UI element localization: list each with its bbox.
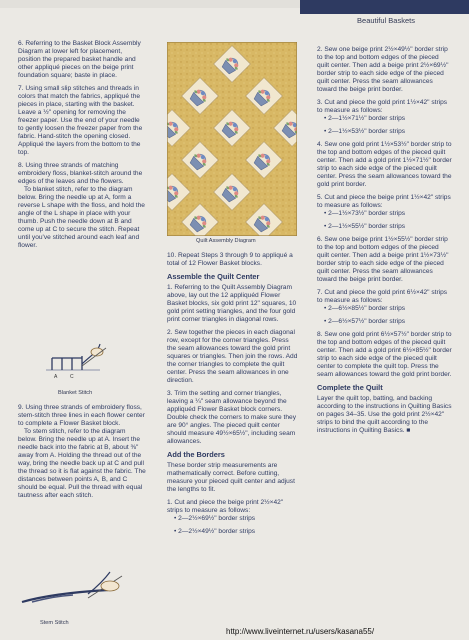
- borders-step-1: 1. Cut and piece the beige print 2½×42" strips to measure as follows:: [167, 499, 284, 514]
- borders-step-5: 5. Cut and piece the beige print 1½×42" strips to measure as follows:: [317, 194, 451, 209]
- column-right: [317, 46, 452, 440]
- borders-step-7-list-item: • 2—6½×57½" border strips: [324, 318, 406, 325]
- borders-step-3-list-item: • 2—1½×71½" border strips: [324, 115, 406, 122]
- borders-step-7: 7. Cut and piece the gold print 6½×42" strips to measure as follows:: [317, 289, 448, 304]
- borders-step-5-list-item: • 2—1½×73½" border strips: [324, 210, 406, 217]
- heading-assemble-quilt-center: Assemble the Quilt Center: [167, 272, 260, 281]
- complete-quilt-text: Layer the quilt top, batting, and backing according to the instructions in Quilting Basics on pages 34–35. Use the gold print 2½×42" strips to bind the quilt according to the instructions in Quilting Basics. ■: [317, 395, 452, 434]
- heading-complete-quilt: Complete the Quilt: [317, 383, 383, 392]
- svg-text:A: A: [54, 374, 58, 380]
- step-8-text: 8. Using three strands of matching embroidery floss, blanket-stitch around the edges of the leaves and the flowers.: [18, 162, 143, 185]
- header-tab: [300, 0, 469, 14]
- step-6-text: 6. Referring to the Basket Block Assembly Diagram at lower left for placement, position the prepared basket handle and other appliqué pieces on the beige print foundation square; baste in place.: [18, 40, 141, 79]
- blanket-stitch-caption: Blanket Stitch: [58, 390, 93, 396]
- step-9-text: 9. Using three strands of embroidery floss, stem-stitch three lines in each flower center to complete a Flower Basket block.: [18, 404, 145, 427]
- borders-step-1-list-item: • 2—2½×69½" border strips: [174, 515, 256, 522]
- step-8-detail: To blanket stitch, refer to the diagram below. Bring the needle up at A, form a reverse L shape with the floss, and hold the angle of the L shape in place with your thumb. Push the needle down at B and come up at C to secure the stitch. Repeat until you've stitched around each leaf and flower.: [18, 186, 145, 249]
- borders-step-5-list-item: • 2—1½×55½" border strips: [324, 223, 406, 230]
- step-9-detail: To stem stitch, refer to the diagram below. Bring the needle up at A. Insert the needle back into the fabric at B, about ⅜" away from A. Holding the thread out of the way, bring the needle back up at C and pull the thread so it is flat against the fabric. The distances between points A, B, and C should be equal. Pull the thread with equal tautness after each stitch.: [18, 428, 146, 499]
- borders-step-8: 8. Sew one gold print 6½×57½" border strip to the top and bottom edges of the pieced quilt center. Then add a gold print 6½×85½" border strip to each side edge of the pieced quilt center to complete the quilt top. Press the seam allowances toward the gold print border.: [317, 331, 452, 378]
- heading-add-borders: Add the Borders: [167, 450, 225, 459]
- assemble-step-1: 1. Referring to the Quilt Assembly Diagram above, lay out the 12 appliquéd Flower Basket blocks, six gold print 12" squares, 10 gold print setting triangles, and the four gold print corner triangles in diagonal rows.: [167, 284, 297, 323]
- step-10-text: 10. Repeat Steps 3 through 9 to appliqué a total of 12 Flower Basket blocks.: [167, 252, 293, 267]
- borders-step-3: 3. Cut and piece the gold print 1½×42" strips to measure as follows:: [317, 99, 448, 114]
- step-7-text: 7. Using small slip stitches and threads in colors that match the fabrics, appliqué the pieces in place, starting with the basket. Leave a ½" opening for removing the freezer paper. Use the end of your needle to gently loosen the freezer paper from the fabric. Hand-stitch the opening closed. Appliqué the layers from the bottom to the top.: [18, 85, 143, 156]
- stem-stitch-diagram: [18, 568, 128, 614]
- column-left: [18, 40, 146, 255]
- borders-step-1-list-item: • 2—2½×49½" border strips: [174, 528, 256, 535]
- stem-stitch-caption: Stem Stitch: [40, 620, 69, 626]
- column-middle: [167, 252, 299, 541]
- quilt-assembly-diagram: [167, 42, 297, 236]
- blanket-stitch-diagram: [40, 338, 110, 380]
- borders-intro: These border strip measurements are mathematically correct. Before cutting, measure your pieced quilt center and adjust the lengths to fit.: [167, 462, 295, 493]
- svg-text:C: C: [70, 374, 74, 380]
- source-url-footer: http://www.liveinternet.ru/users/kasana55/: [226, 627, 375, 636]
- assemble-step-2: 2. Sew together the pieces in each diagonal row, except for the corner triangles. Press the seam allowances toward the gold print squares or triangles. Then join the rows. Add the corner triangles to complete the quilt center. Press the seam allowances in one direction.: [167, 329, 298, 384]
- quilt-assembly-caption: Quilt Assembly Diagram: [196, 238, 256, 244]
- borders-step-6: 6. Sew one beige print 1½×55½" border strip to the top and bottom edges of the pieced quilt center. Then add a beige print 1½×73½" border strip to each side edge of the pieced quilt center. Press the seam allowances toward the beige print border.: [317, 236, 449, 283]
- page-header-title: Beautiful Baskets: [357, 16, 415, 25]
- borders-step-3-list-item: • 2—1½×53½" border strips: [324, 128, 406, 135]
- borders-step-7-list-item: • 2—6½×85½" border strips: [324, 305, 406, 312]
- borders-step-4: 4. Sew one gold print 1½×53½" border strip to the top and bottom edges of the pieced quilt center. Then add a gold print 1½×71½" border strip to each side edge of the pieced quilt center. Press the seam allowances toward the gold print border.: [317, 141, 452, 188]
- assemble-step-3: 3. Trim the setting and corner triangles, leaving a ¼" seam allowance beyond the appliquéd Flower Basket block corners. Double check the corners to make sure they are 90° angles. The pieced quilt center should measure 49½×65½", including seam allowances.: [167, 390, 297, 445]
- column-left-lower: [18, 404, 146, 505]
- borders-step-2: 2. Sew one beige print 2½×49½" border strip to the top and bottom edges of the pieced quilt center. Then add a beige print 2½×69½" border strip to each side edge of the pieced quilt center. Press the seam allowances toward the beige print border.: [317, 46, 449, 93]
